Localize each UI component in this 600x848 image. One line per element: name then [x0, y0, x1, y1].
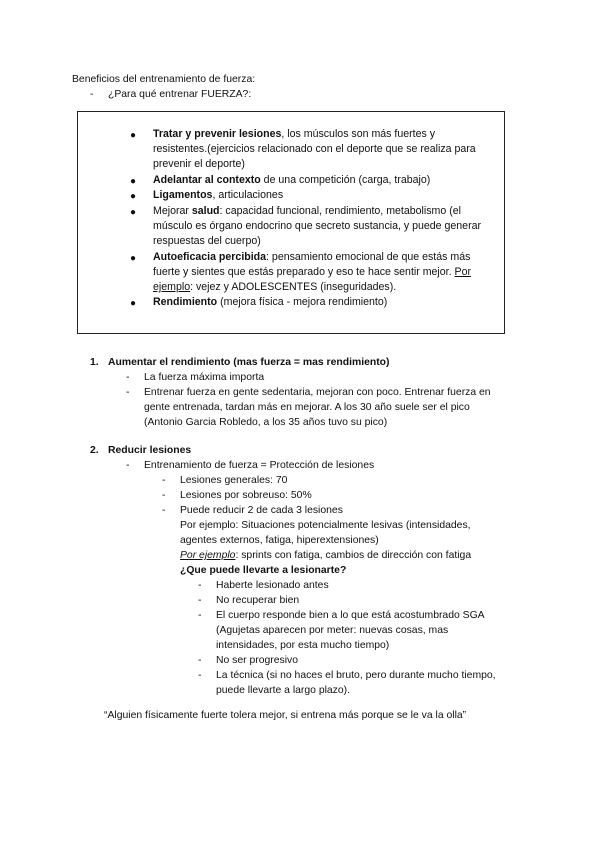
example-2 — [180, 548, 471, 563]
cause-5-line1: La técnica (si no haces el bruto, pero durante mucho tiempo, — [216, 670, 496, 681]
bullet-icon: ● — [130, 130, 137, 141]
box-item-3 — [153, 188, 283, 204]
dash-bullet: - — [162, 475, 166, 486]
box-item-4-pre: Mejorar — [153, 205, 192, 217]
dash-bullet: - — [126, 460, 130, 471]
bullet-icon: ● — [130, 176, 137, 187]
section-2-sub-item-2: Lesiones por sobreuso: 50% — [180, 490, 312, 501]
box-item-5-line2 — [153, 265, 471, 281]
bullet-icon: ● — [130, 253, 137, 264]
bullet-icon: ● — [130, 207, 137, 218]
box-item-4-rest: : capacidad funcional, rendimiento, metabolismo (el — [219, 205, 461, 217]
box-item-4-line2: músculo es órgano endocrino que secreto sustancia, y puede generar — [153, 220, 482, 232]
bullet-icon: ● — [130, 191, 137, 202]
dash-bullet: - — [198, 670, 202, 681]
box-item-1-rest: , los músculos son más fuertes y — [281, 128, 436, 140]
cause-3-line2: (Agujetas aparecen por meter: nuevas cosas, mas — [216, 625, 449, 636]
dash-bullet: - — [162, 505, 166, 516]
box-item-4-bold: salud — [191, 205, 220, 217]
cause-1: Haberte lesionado antes — [216, 580, 329, 591]
box-item-6-rest: (mejora física - mejora rendimiento) — [217, 296, 388, 308]
section-2-title: Reducir lesiones — [108, 445, 192, 456]
section-2-sub-item-1: Lesiones generales: 70 — [180, 475, 288, 486]
section-1-item-2-line1: Entrenar fuerza en gente sedentaria, mejoran con poco. Entrenar fuerza en — [144, 387, 491, 398]
section-1-number: 1. — [90, 357, 99, 368]
example-2-rest: : sprints con fatiga, cambios de dirección con fatiga — [235, 550, 472, 561]
example-line-2: agentes externos, fatiga, hiperextensiones) — [180, 535, 379, 546]
box-item-6-bold: Rendimiento — [153, 296, 218, 308]
box-item-1-bold: Tratar y prevenir lesiones — [153, 128, 282, 140]
closing-quote: “Alguien físicamente fuerte tolera mejor, si entrena más porque se le va la olla” — [104, 710, 467, 721]
sub-question: ¿Para qué entrenar FUERZA?: — [108, 89, 252, 100]
dash-bullet: - — [126, 387, 130, 398]
box-item-2 — [153, 173, 430, 189]
box-item-4-line1 — [153, 204, 461, 220]
box-item-1-line2: resistentes.(ejercicios relacionado con el deporte que se realiza para — [153, 143, 476, 155]
cause-5-line2: puede llevarte a largo plazo). — [216, 685, 351, 696]
bullet-icon: ● — [130, 298, 137, 309]
box-item-3-rest: , articulaciones — [212, 189, 284, 201]
section-1-item-1: La fuerza máxima importa — [144, 372, 265, 383]
cause-2: No recuperar bien — [216, 595, 300, 606]
box-item-5-line1 — [153, 250, 470, 266]
box-item-1-line3: prevenir el deporte) — [153, 158, 245, 170]
section-2-sub-item-3: Puede reducir 2 de cada 3 lesiones — [180, 505, 343, 516]
section-1-item-2-line3: (Antonio Garcia Robledo, a los 35 años tuvo su pico) — [144, 417, 388, 428]
dash-bullet: - — [90, 89, 94, 100]
box-item-3-bold: Ligamentos — [153, 189, 213, 201]
box-item-5-bold: Autoeficacia percibida — [153, 251, 267, 263]
box-item-6 — [153, 295, 387, 311]
dash-bullet: - — [198, 655, 202, 666]
dash-bullet: - — [198, 580, 202, 591]
box-item-5-line3-text: : vejez y ADOLESCENTES (inseguridades). — [190, 281, 397, 293]
dash-bullet: - — [198, 595, 202, 606]
box-item-2-rest: de una competición (carga, trabajo) — [260, 174, 431, 186]
section-2-main-item: Entrenamiento de fuerza = Protección de lesiones — [144, 460, 375, 471]
box-item-5-line2-text: fuerte y sientes que estás preparado y eso te hace sentir mejor. — [153, 266, 455, 278]
box-item-1-line1 — [153, 127, 435, 143]
box-item-5-link[interactable]: Por — [454, 266, 472, 278]
dash-bullet: - — [198, 610, 202, 621]
box-item-2-bold: Adelantar al contexto — [153, 174, 261, 186]
document-heading: Beneficios del entrenamiento de fuerza: — [72, 74, 256, 85]
cause-3-line3: intensidades, por esta mucho tiempo) — [216, 640, 390, 651]
dash-bullet: - — [162, 490, 166, 501]
section-1-title: Aumentar el rendimiento (mas fuerza = mas rendimiento) — [108, 357, 390, 368]
example-2-label[interactable]: Por ejemplo — [180, 550, 236, 561]
box-item-5-rest: : pensamiento emocional de que estás más — [266, 251, 471, 263]
box-item-5-link-2[interactable]: ejemplo — [153, 281, 191, 293]
box-item-4-line3: respuestas del cuerpo) — [153, 235, 261, 247]
cause-4: No ser progresivo — [216, 655, 299, 666]
box-item-5-line3 — [153, 280, 396, 296]
section-2-number: 2. — [90, 445, 99, 456]
cause-3-line1: El cuerpo responde bien a lo que está acostumbrado SGA — [216, 610, 485, 621]
example-line-1: Por ejemplo: Situaciones potencialmente lesivas (intensidades, — [180, 520, 471, 531]
section-1-item-2-line2: gente entrenada, tardan más en mejorar. A los 30 año suele ser el pico — [144, 402, 470, 413]
dash-bullet: - — [126, 372, 130, 383]
lesion-question: ¿Que puede llevarte a lesionarte? — [180, 565, 347, 576]
